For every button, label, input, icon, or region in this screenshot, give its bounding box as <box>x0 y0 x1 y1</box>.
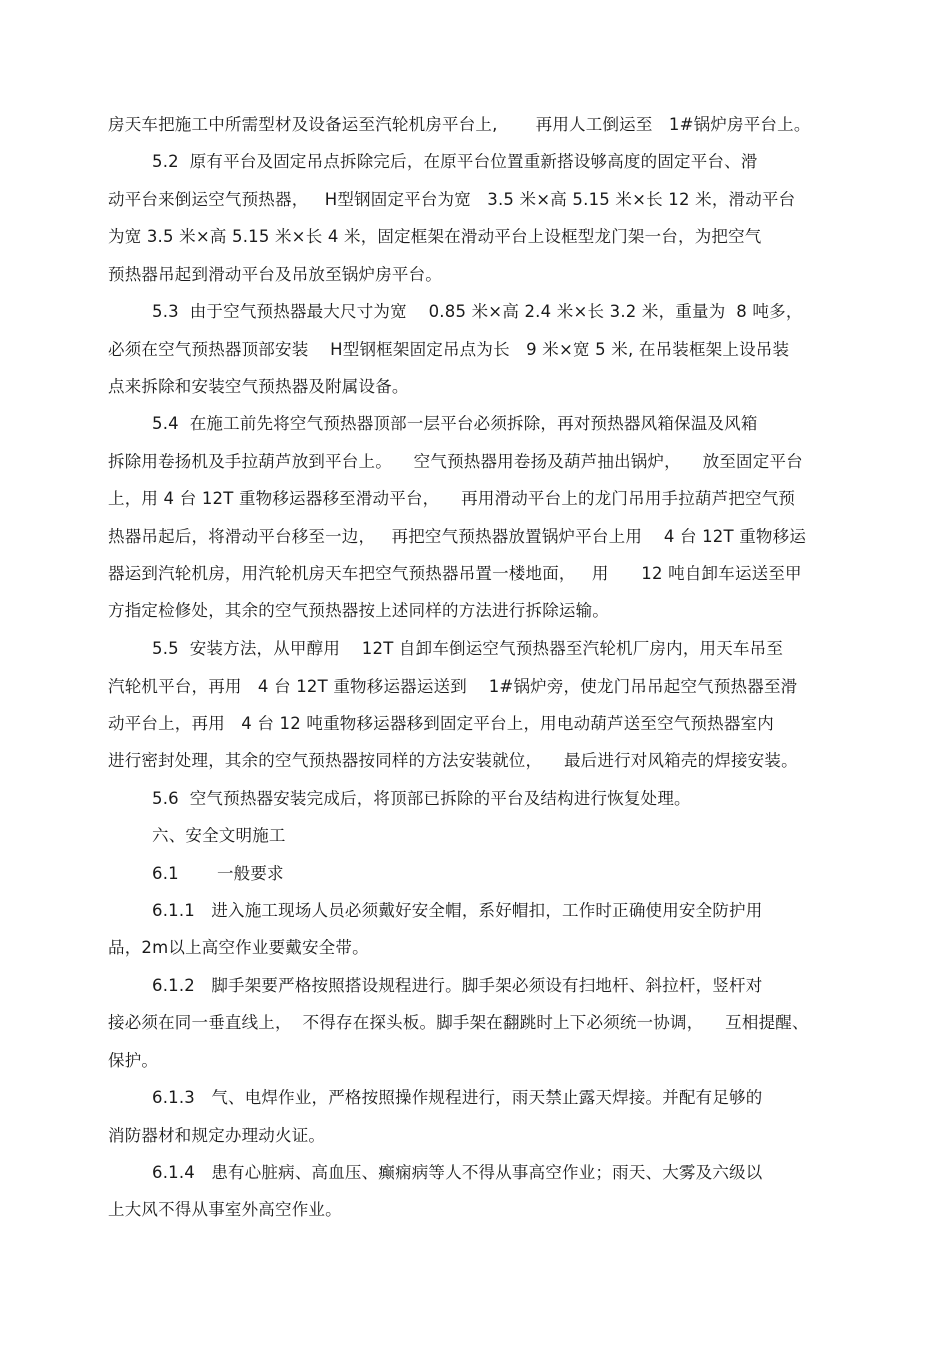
text-line: 保护。 <box>108 1051 159 1070</box>
text-line: 房天车把施工中所需型材及设备运至汽轮机房平台上, 再用人工倒运至 1#锅炉房平台上。 <box>108 115 811 134</box>
text-line: 品，2m以上高空作业要戴安全带。 <box>108 938 369 957</box>
text-line: 上，用 4 台 12T 重物移运器移至滑动平台， 再用滑动平台上的龙门吊用手拉葫芦把空气预 <box>108 489 796 508</box>
text-line: 预热器吊起到滑动平台及吊放至锅炉房平台。 <box>108 265 442 284</box>
paragraph-5-5-line: 5.5 安装方法，从甲醇用 12T 自卸车倒运空气预热器至汽轮机厂房内，用天车吊至 <box>152 639 784 658</box>
text-line: 为宽 3.5 米×高 5.15 米×长 4 米，固定框架在滑动平台上设框型龙门架一台，为把空气 <box>108 227 762 246</box>
paragraph-5-3-line: 5.3 由于空气预热器最大尺寸为宽 0.85 米×高 2.4 米×长 3.2 米，重量为 8 吨多， <box>152 302 803 321</box>
section-heading: 六、安全文明施工 <box>152 826 286 845</box>
text-line: 汽轮机平台，再用 4 台 12T 重物移运器运送到 1#锅炉旁，使龙门吊吊起空气预热器至滑 <box>108 677 798 696</box>
text-line: 拆除用卷扬机及手拉葫芦放到平台上。 空气预热器用卷扬及葫芦抽出锅炉， 放至固定平台 <box>108 452 803 471</box>
text-line: 接必须在同一垂直线上， 不得存在探头板。脚手架在翻跳时上下必须统一协调， 互相提醒、 <box>108 1013 809 1032</box>
paragraph-5-2-line: 5.2 原有平台及固定吊点拆除完后，在原平台位置重新搭设够高度的固定平台、滑 <box>152 152 758 171</box>
text-line: 热器吊起后，将滑动平台移至一边， 再把空气预热器放置锅炉平台上用 4 台 12T 重物移运 <box>108 527 807 546</box>
text-line: 器运到汽轮机房，用汽轮机房天车把空气预热器吊置一楼地面， 用 12 吨自卸车运送至甲 <box>108 564 802 583</box>
text-line: 必须在空气预热器顶部安装 H型钢框架固定吊点为长 9 米×宽 5 米, 在吊装框架上设吊装 <box>108 340 790 359</box>
paragraph-5-6-line: 5.6 空气预热器安装完成后，将顶部已拆除的平台及结构进行恢复处理。 <box>152 789 691 808</box>
text-line: 动平台来倒运空气预热器， H型钢固定平台为宽 3.5 米×高 5.15 米×长 12 米，滑动平台 <box>108 190 796 209</box>
text-line: 点来拆除和安装空气预热器及附属设备。 <box>108 377 409 396</box>
text-line: 进行密封处理，其余的空气预热器按同样的方法安装就位， 最后进行对风箱壳的焊接安装。 <box>108 751 798 770</box>
text-line: 消防器材和规定办理动火证。 <box>108 1126 326 1145</box>
text-line: 动平台上，再用 4 台 12 吨重物移运器移到固定平台上，用电动葫芦送至空气预热器室内 <box>108 714 774 733</box>
paragraph-6-1-1-line: 6.1.1 进入施工现场人员必须戴好安全帽，系好帽扣，工作时正确使用安全防护用 <box>152 901 763 920</box>
paragraph-6-1-3-line: 6.1.3 气、电焊作业，严格按照操作规程进行，雨天禁止露天焊接。并配有足够的 <box>152 1088 763 1107</box>
paragraph-5-4-line: 5.4 在施工前先将空气预热器顶部一层平台必须拆除，再对预热器风箱保温及风箱 <box>152 414 758 433</box>
text-line: 上大风不得从事室外高空作业。 <box>108 1200 342 1219</box>
subsection-heading: 6.1 一般要求 <box>152 864 284 883</box>
text-line: 方指定检修处，其余的空气预热器按上述同样的方法进行拆除运输。 <box>108 601 609 620</box>
paragraph-6-1-4-line: 6.1.4 患有心脏病、高血压、癫痫病等人不得从事高空作业；雨天、大雾及六级以 <box>152 1163 763 1182</box>
paragraph-6-1-2-line: 6.1.2 脚手架要严格按照搭设规程进行。脚手架必须设有扫地杆、斜拉杆，竖杆对 <box>152 976 763 995</box>
